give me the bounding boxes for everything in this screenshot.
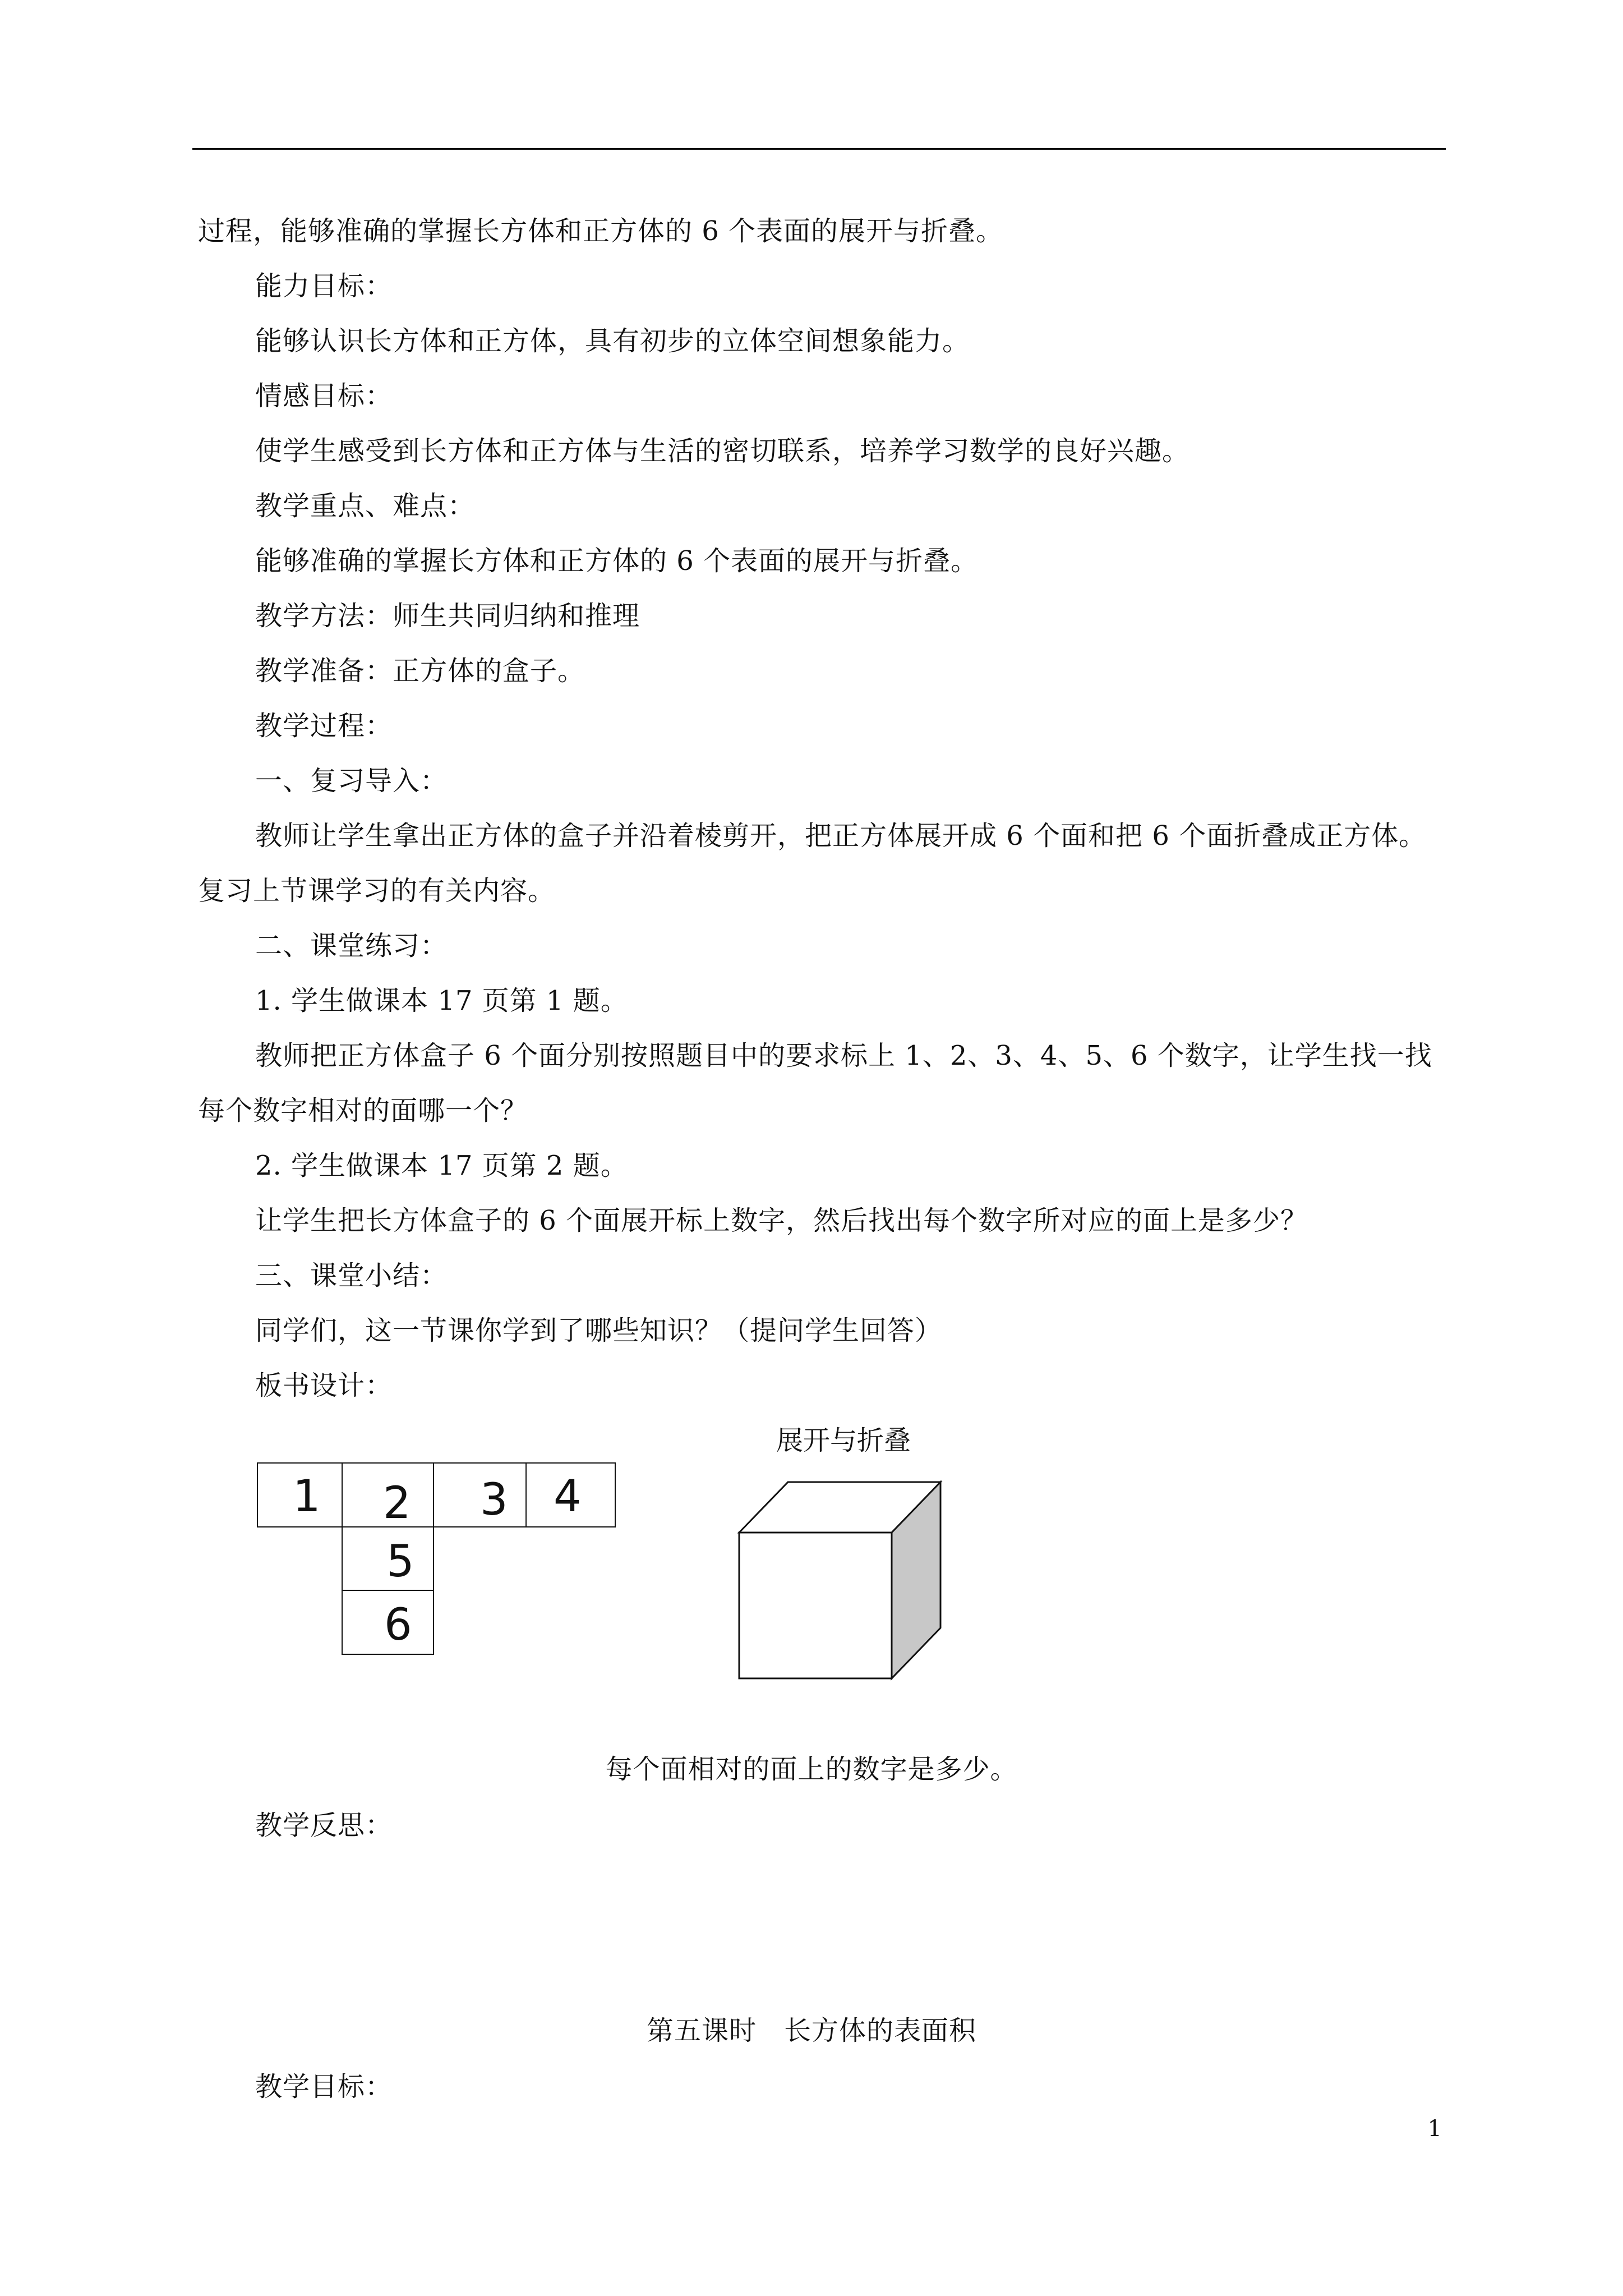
net-label: 4 [554,1471,582,1522]
cube-front-face [739,1533,892,1678]
paragraph: 过程，能够准确的掌握长方体和正方体的 6 个表面的展开与折叠。 [198,215,1004,247]
net-face-6 [342,1590,434,1655]
page-number: 1 [1427,2116,1442,2142]
paragraph: 复习上节课学习的有关内容。 [198,875,556,907]
net-label: 2 [383,1478,411,1529]
net-label: 5 [386,1536,414,1587]
paragraph: 能够认识长方体和正方体，具有初步的立体空间想象能力。 [255,325,970,357]
net-face-1 [257,1462,343,1527]
cube-drawing [729,1470,953,1683]
net-face-4 [525,1462,616,1527]
paragraph: 每个数字相对的面哪一个？ [198,1095,528,1126]
exercise-item: 2. 学生做课本 17 页第 2 题。 [255,1150,628,1181]
heading-teaching-process: 教学过程： [255,710,393,742]
net-face-5 [342,1526,434,1591]
header-rule [192,148,1446,150]
teaching-method: 教学方法：师生共同归纳和推理 [255,600,640,632]
net-label: 6 [384,1600,412,1650]
net-label: 1 [293,1471,321,1522]
heading-board-design: 板书设计： [255,1370,393,1401]
section-summary: 三、课堂小结： [255,1260,448,1291]
paragraph: 让学生把长方体盒子的 6 个面展开标上数字，然后找出每个数字所对应的面上是多少？ [255,1205,1308,1236]
paragraph: 教师把正方体盒子 6 个面分别按照题目中的要求标上 1、2、3、4、5、6 个数字，让学生找一找 [255,1040,1432,1071]
heading-ability-goal: 能力目标： [255,270,393,302]
section-review: 一、复习导入： [255,765,448,797]
exercise-item: 1. 学生做课本 17 页第 1 题。 [255,985,628,1016]
paragraph: 使学生感受到长方体和正方体与生活的密切联系，培养学习数学的良好兴趣。 [255,435,1190,467]
heading-reflection: 教学反思： [255,1810,393,1841]
section-practice: 二、课堂练习： [255,930,448,961]
paragraph: 能够准确的掌握长方体和正方体的 6 个表面的展开与折叠。 [255,545,979,577]
heading-emotion-goal: 情感目标： [255,380,393,412]
board-caption: 每个面相对的面上的数字是多少。 [605,1754,1018,1785]
board-title: 展开与折叠 [776,1425,911,1456]
net-label: 3 [480,1475,508,1525]
next-lesson-title: 第五课时 长方体的表面积 [646,2015,976,2046]
heading-key-points: 教学重点、难点： [255,490,476,522]
heading-teaching-goals: 教学目标： [255,2071,393,2102]
teaching-preparation: 教学准备：正方体的盒子。 [255,655,585,687]
paragraph: 教师让学生拿出正方体的盒子并沿着棱剪开，把正方体展开成 6 个面和把 6 个面折叠成正方体。 [255,820,1427,852]
paragraph: 同学们，这一节课你学到了哪些知识？（提问学生回答） [255,1315,943,1346]
net-face-3 [433,1462,527,1527]
net-face-2 [342,1462,434,1527]
